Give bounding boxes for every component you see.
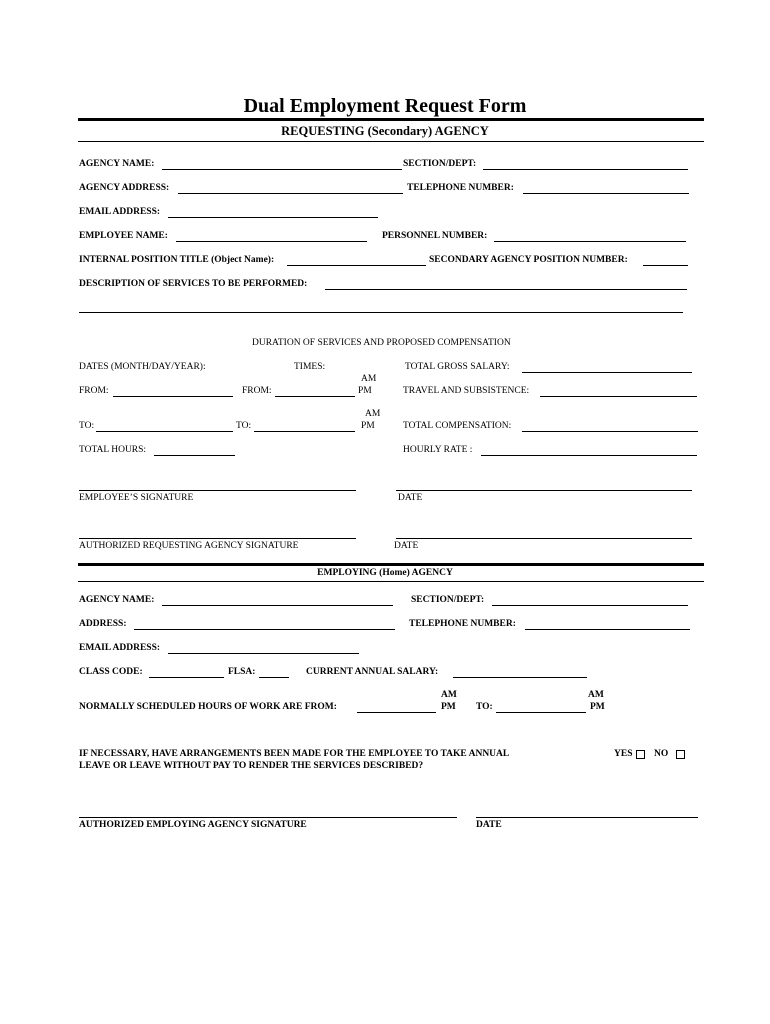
form-title: Dual Employment Request Form — [243, 95, 527, 117]
employing-rule-thick — [78, 563, 704, 566]
req-telephone-label: TELEPHONE NUMBER: — [407, 183, 514, 193]
hourly-rate-label: HOURLY RATE : — [403, 445, 473, 455]
emp-agency-name-field[interactable] — [162, 605, 393, 606]
current-salary-label: CURRENT ANNUAL SALARY: — [306, 667, 439, 677]
hours-from-pm-label: PM — [441, 702, 456, 712]
to-pm-label: PM — [361, 421, 375, 431]
emp-section-dept-field[interactable] — [492, 605, 688, 606]
employee-signature-label: EMPLOYEE’S SIGNATURE — [79, 493, 194, 503]
employee-signature-line[interactable] — [79, 490, 356, 491]
to-am-label: AM — [365, 409, 381, 419]
travel-field[interactable] — [540, 396, 697, 397]
description-field-1[interactable] — [325, 289, 687, 290]
emp-email-field[interactable] — [168, 653, 359, 654]
emp-email-label: EMAIL ADDRESS: — [79, 643, 161, 653]
description-field-2[interactable] — [79, 312, 683, 313]
current-salary-field[interactable] — [453, 677, 587, 678]
employee-date-line[interactable] — [396, 490, 692, 491]
emp-section-dept-label: SECTION/DEPT: — [411, 595, 485, 605]
hours-from-label: NORMALLY SCHEDULED HOURS OF WORK ARE FROM: — [79, 702, 337, 712]
employee-name-label: EMPLOYEE NAME: — [79, 231, 168, 241]
emp-address-label: ADDRESS: — [79, 619, 127, 629]
hours-from-am-label: AM — [441, 690, 457, 700]
employing-date-line[interactable] — [476, 817, 698, 818]
leave-question-line1: IF NECESSARY, HAVE ARRANGEMENTS BEEN MADE FOR THE EMPLOYEE TO TAKE ANNUAL — [79, 749, 510, 759]
title-rule-thin — [78, 141, 704, 142]
req-agency-name-field[interactable] — [162, 169, 402, 170]
req-section-dept-label: SECTION/DEPT: — [403, 159, 477, 169]
emp-agency-name-label: AGENCY NAME: — [79, 595, 155, 605]
secondary-position-field[interactable] — [643, 265, 688, 266]
from-time-label: FROM: — [242, 386, 272, 396]
requesting-date-label: DATE — [394, 541, 419, 551]
total-gross-salary-field[interactable] — [522, 372, 692, 373]
flsa-label: FLSA: — [228, 667, 256, 677]
total-compensation-label: TOTAL COMPENSATION: — [403, 421, 512, 431]
employee-name-field[interactable] — [176, 241, 367, 242]
requesting-signature-label: AUTHORIZED REQUESTING AGENCY SIGNATURE — [79, 541, 299, 551]
req-agency-address-label: AGENCY ADDRESS: — [79, 183, 170, 193]
hours-from-field[interactable] — [357, 712, 436, 713]
no-checkbox[interactable] — [676, 750, 685, 759]
employing-date-label: DATE — [476, 820, 502, 830]
internal-title-field[interactable] — [287, 265, 426, 266]
flsa-field[interactable] — [259, 677, 289, 678]
leave-question-line2: LEAVE OR LEAVE WITHOUT PAY TO RENDER THE SERVICES DESCRIBED? — [79, 761, 424, 771]
yes-label: YES — [614, 749, 633, 759]
req-agency-address-field[interactable] — [178, 193, 403, 194]
duration-heading: DURATION OF SERVICES AND PROPOSED COMPENSATION — [252, 338, 511, 348]
description-label: DESCRIPTION OF SERVICES TO BE PERFORMED: — [79, 279, 308, 289]
to-time-label: TO: — [236, 421, 252, 431]
internal-title-label: INTERNAL POSITION TITLE (Object Name): — [79, 255, 275, 265]
to-date-field[interactable] — [96, 431, 233, 432]
from-pm-label: PM — [358, 386, 372, 396]
hours-to-field[interactable] — [496, 712, 586, 713]
no-label: NO — [654, 749, 669, 759]
req-email-field[interactable] — [168, 217, 378, 218]
yes-checkbox[interactable] — [636, 750, 645, 759]
title-rule-thick — [78, 118, 704, 121]
from-am-label: AM — [361, 374, 377, 384]
from-date-field[interactable] — [113, 396, 233, 397]
total-compensation-field[interactable] — [522, 431, 698, 432]
employee-date-label: DATE — [398, 493, 423, 503]
emp-telephone-field[interactable] — [525, 629, 690, 630]
hours-to-label: TO: — [476, 702, 493, 712]
times-label: TIMES: — [294, 362, 326, 372]
secondary-position-label: SECONDARY AGENCY POSITION NUMBER: — [429, 255, 628, 265]
travel-label: TRAVEL AND SUBSISTENCE: — [403, 386, 530, 396]
to-time-field[interactable] — [254, 431, 355, 432]
emp-telephone-label: TELEPHONE NUMBER: — [409, 619, 516, 629]
hourly-rate-field[interactable] — [481, 455, 697, 456]
total-gross-salary-label: TOTAL GROSS SALARY: — [405, 362, 510, 372]
req-telephone-field[interactable] — [523, 193, 689, 194]
hours-to-am-label: AM — [588, 690, 604, 700]
requesting-signature-line[interactable] — [79, 538, 356, 539]
to-date-label: TO: — [79, 421, 95, 431]
dates-label: DATES (MONTH/DAY/YEAR): — [79, 362, 206, 372]
total-hours-field[interactable] — [154, 455, 235, 456]
from-date-label: FROM: — [79, 386, 109, 396]
req-section-dept-field[interactable] — [483, 169, 688, 170]
personnel-number-label: PERSONNEL NUMBER: — [382, 231, 488, 241]
req-agency-name-label: AGENCY NAME: — [79, 159, 155, 169]
hours-to-pm-label: PM — [590, 702, 605, 712]
total-hours-label: TOTAL HOURS: — [79, 445, 147, 455]
employing-signature-label: AUTHORIZED EMPLOYING AGENCY SIGNATURE — [79, 820, 307, 830]
req-email-label: EMAIL ADDRESS: — [79, 207, 161, 217]
personnel-number-field[interactable] — [494, 241, 686, 242]
class-code-label: CLASS CODE: — [79, 667, 143, 677]
from-time-field[interactable] — [275, 396, 355, 397]
employing-heading: EMPLOYING (Home) AGENCY — [317, 568, 453, 578]
class-code-field[interactable] — [149, 677, 224, 678]
requesting-date-line[interactable] — [396, 538, 692, 539]
employing-rule-thin — [78, 581, 704, 582]
employing-signature-line[interactable] — [79, 817, 457, 818]
emp-address-field[interactable] — [134, 629, 395, 630]
requesting-heading: REQUESTING (Secondary) AGENCY — [281, 124, 489, 138]
